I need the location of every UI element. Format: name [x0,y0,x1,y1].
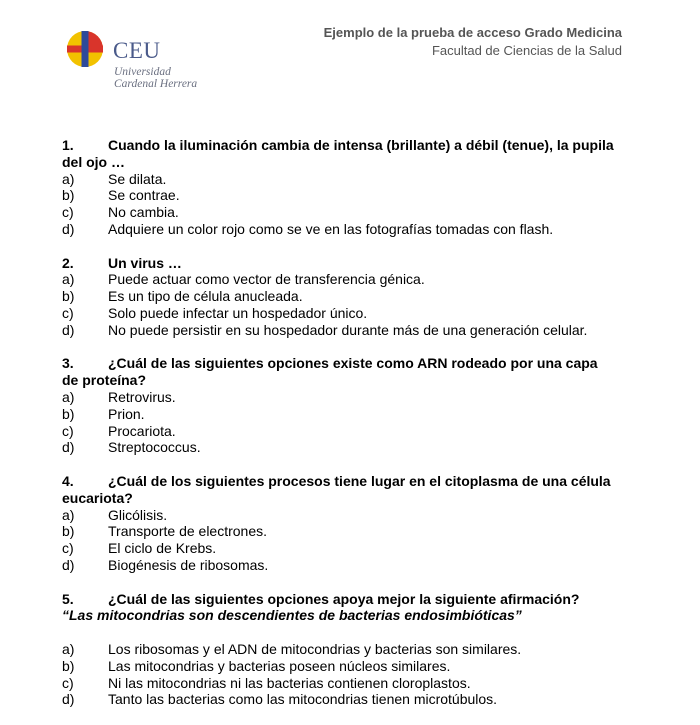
option-letter: b) [62,657,75,674]
option-text: Prion. [108,405,145,422]
logo-subtitle [114,66,197,90]
option-text: Solo puede infectar un hospedador único. [108,304,368,321]
option-letter: d) [62,556,75,573]
option-a [62,507,630,524]
option-d [62,691,630,708]
option-text: Streptococcus. [108,439,201,456]
question-1 [62,137,630,238]
option-letter: d) [62,220,75,237]
option-text: Procariota. [108,422,176,439]
question-text-continued: eucariota? [62,489,133,506]
option-c [62,540,630,557]
question-number: 1. [62,137,74,153]
option-text: Tanto las bacterias como las mitocondrias tienen microtúbulos. [108,691,498,708]
question-number: 5. [62,590,74,607]
question-text [62,255,630,272]
question-number: 3. [62,355,74,372]
logo-line-1: Universidad [114,66,171,78]
option-letter: a) [62,640,75,657]
question-text [62,473,630,490]
option-b [62,288,630,305]
spacer [62,624,630,641]
option-b [62,658,630,675]
question-text-line: ¿Cuál de las siguientes opciones apoya mejor la siguiente afirmación? [108,590,580,607]
option-text: Puede actuar como vector de transferencia génica. [108,271,425,288]
option-text: No cambia. [108,204,179,221]
university-logo [66,30,226,100]
question-5 [62,591,630,709]
option-text: Glicólisis. [108,506,168,523]
question-number: 2. [62,254,74,271]
option-letter: b) [62,523,75,540]
option-text: Retrovirus. [108,388,176,405]
question-text-line: Cuando la iluminación cambia de intensa (brillante) a débil (tenue), la pupila [108,137,614,153]
option-c [62,204,630,221]
option-letter: c) [62,304,74,321]
option-d [62,557,630,574]
question-2 [62,255,630,339]
option-letter: a) [62,506,75,523]
option-text: Se dilata. [108,170,167,187]
option-text: Biogénesis de ribosomas. [108,556,269,573]
document-subtitle: Facultad de Ciencias de la Salud [431,43,622,58]
question-text [62,137,630,154]
question-3 [62,355,630,456]
option-letter: a) [62,170,75,187]
option-a [62,641,630,658]
option-b [62,187,630,204]
option-d [62,439,630,456]
option-letter: c) [62,204,74,221]
question-text-continued: del ojo … [62,153,125,170]
option-letter: d) [62,321,75,338]
question-text-line: Un virus … [108,254,182,271]
option-text: Los ribosomas y el ADN de mitocondrias y bacterias son similares. [108,640,522,657]
question-list [62,137,630,725]
option-text: Se contrae. [108,187,180,204]
option-text: Ni las mitocondrias ni las bacterias contienen cloroplastos. [108,674,471,691]
option-letter: a) [62,388,75,405]
option-letter: c) [62,422,74,439]
option-c [62,423,630,440]
option-b [62,523,630,540]
option-letter: d) [62,439,75,456]
logo-line-2: Cardenal Herrera [114,78,198,90]
option-a [62,271,630,288]
question-quote: “Las mitocondrias son descendientes de bacterias endosimbióticas” [62,607,522,624]
option-letter: b) [62,288,75,305]
ceu-emblem-icon [66,30,104,68]
option-a [62,171,630,188]
option-text: Adquiere un color rojo como se ve en las fotografías tomadas con flash. [108,220,554,237]
option-c [62,675,630,692]
option-letter: b) [62,405,75,422]
question-4 [62,473,630,574]
question-text [62,355,630,372]
option-letter: b) [62,187,75,204]
option-text: No puede persistir en su hospedador durante más de una generación celular. [108,321,588,338]
option-text: Es un tipo de célula anucleada. [108,288,303,305]
option-b [62,406,630,423]
question-text-line: ¿Cuál de los siguientes procesos tiene lugar en el citoplasma de una célula [108,472,611,489]
option-letter: d) [62,691,75,708]
option-letter: c) [62,540,74,557]
option-letter: a) [62,271,75,288]
question-number: 4. [62,472,74,489]
question-text-line: ¿Cuál de las siguientes opciones existe como ARN rodeado por una capa [108,355,598,372]
option-d [62,221,630,238]
option-text: Transporte de electrones. [108,523,268,540]
option-text: Las mitocondrias y bacterias poseen núcleos similares. [108,657,451,674]
question-text [62,591,630,608]
question-text-continued: de proteína? [62,372,147,389]
document-header [324,24,622,60]
logo-brand: CEU [113,38,161,63]
option-d [62,322,630,339]
option-c [62,305,630,322]
option-a [62,389,630,406]
document-title: Ejemplo de la prueba de acceso Grado Medicina [323,25,622,40]
option-text: El ciclo de Krebs. [108,540,217,557]
option-letter: c) [62,674,74,691]
